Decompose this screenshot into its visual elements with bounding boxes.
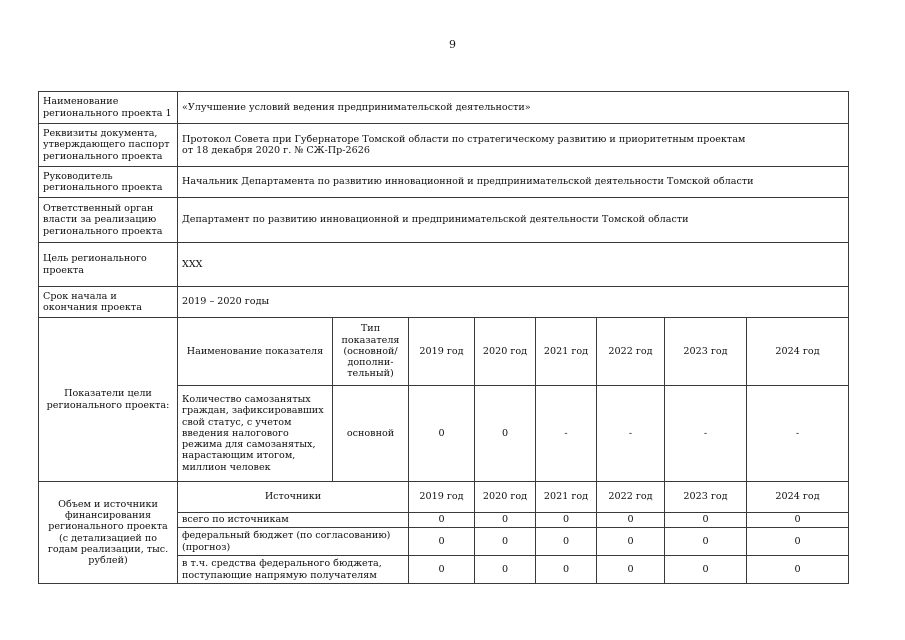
financing-source-name: в т.ч. средства федерального бюджета, поступающие напрямую получателям — [178, 556, 409, 584]
indicator-value: 0 — [409, 386, 475, 482]
row-document-details — [39, 124, 849, 167]
indicator-year-header: 2021 год — [536, 318, 597, 386]
financing-value: 0 — [665, 513, 747, 528]
project-period-value: 2019 – 2020 годы — [178, 287, 849, 318]
document-details-label: Реквизиты документа, утверждающего паспорт регионального проекта — [39, 124, 178, 167]
financing-value: 0 — [597, 513, 665, 528]
financing-year-header: 2020 год — [475, 482, 536, 513]
row-project-goal — [39, 243, 849, 287]
financing-value: 0 — [597, 528, 665, 556]
financing-value: 0 — [536, 528, 597, 556]
indicator-type: основной — [333, 386, 409, 482]
indicator-value: - — [536, 386, 597, 482]
financing-source-name: федеральный бюджет (по согласованию) (прогноз) — [178, 528, 409, 556]
financing-value: 0 — [665, 556, 747, 584]
indicator-year-header: 2019 год — [409, 318, 475, 386]
financing-value: 0 — [475, 556, 536, 584]
indicator-name: Количество самозанятых граждан, зафиксировавших свой статус, с учетом введения налогового режима для самозанятых, нарастающим итогом, миллион человек — [178, 386, 333, 482]
financing-year-header: 2019 год — [409, 482, 475, 513]
financing-header-row — [39, 482, 849, 513]
document-details-value — [178, 124, 849, 167]
page-number: 9 — [449, 38, 456, 51]
row-responsible-body — [39, 198, 849, 243]
financing-value: 0 — [747, 513, 849, 528]
project-name-label: Наименование регионального проекта 1 — [39, 92, 178, 124]
financing-value: 0 — [409, 556, 475, 584]
financing-year-header: 2023 год — [665, 482, 747, 513]
project-goal-label: Цель регионального проекта — [39, 243, 178, 287]
indicator-name-header: Наименование показателя — [178, 318, 333, 386]
row-project-name — [39, 92, 849, 124]
financing-year-header: 2022 год — [597, 482, 665, 513]
row-project-period — [39, 287, 849, 318]
indicator-year-header: 2022 год — [597, 318, 665, 386]
indicator-value: 0 — [475, 386, 536, 482]
financing-value: 0 — [475, 513, 536, 528]
responsible-body-label: Ответственный орган власти за реализацию регионального проекта — [39, 198, 178, 243]
financing-value: 0 — [747, 556, 849, 584]
project-period-label: Срок начала и окончания проекта — [39, 287, 178, 318]
financing-section-label: Объем и источники финансирования регионального проекта (с детализацией по годам реализации, тыс. рублей) — [39, 482, 178, 584]
financing-sources-header: Источники — [178, 482, 409, 513]
indicator-value: - — [747, 386, 849, 482]
indicator-value: - — [665, 386, 747, 482]
project-goal-value: ХХХ — [178, 243, 849, 287]
financing-value: 0 — [409, 528, 475, 556]
row-project-head — [39, 167, 849, 198]
indicator-value: - — [597, 386, 665, 482]
project-head-value: Начальник Департамента по развитию инновационной и предпринимательской деятельности Томской области — [178, 167, 849, 198]
indicators-header-row — [39, 318, 849, 386]
financing-year-header: 2021 год — [536, 482, 597, 513]
project-name-value: «Улучшение условий ведения предпринимательской деятельности» — [178, 92, 849, 124]
financing-value: 0 — [597, 556, 665, 584]
indicators-section-label: Показатели цели регионального проекта: — [39, 318, 178, 482]
indicator-year-header: 2023 год — [665, 318, 747, 386]
responsible-body-value: Департамент по развитию инновационной и предпринимательской деятельности Томской области — [178, 198, 849, 243]
document-details-line-1: Протокол Совета при Губернаторе Томской области по стратегическому развитию и приоритетным проектам — [182, 133, 746, 145]
project-head-label: Руководитель регионального проекта — [39, 167, 178, 198]
financing-source-name: всего по источникам — [178, 513, 409, 528]
indicator-year-header: 2020 год — [475, 318, 536, 386]
indicator-type-header: Тип показателя (основной/ дополни-тельный) — [333, 318, 409, 386]
financing-value: 0 — [409, 513, 475, 528]
regional-project-passport-table — [38, 91, 849, 584]
financing-value: 0 — [747, 528, 849, 556]
financing-value: 0 — [475, 528, 536, 556]
indicator-year-header: 2024 год — [747, 318, 849, 386]
financing-value: 0 — [665, 528, 747, 556]
financing-year-header: 2024 год — [747, 482, 849, 513]
document-details-line-2: от 18 декабря 2020 г. № СЖ-Пр-2626 — [182, 145, 370, 156]
financing-value: 0 — [536, 513, 597, 528]
financing-value: 0 — [536, 556, 597, 584]
